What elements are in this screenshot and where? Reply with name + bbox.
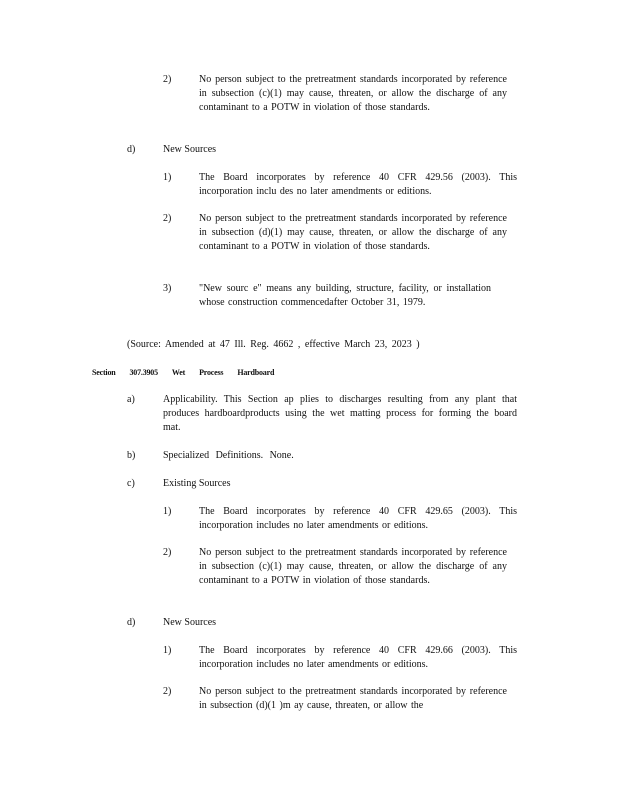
item-number: 2) [163,547,172,558]
paragraph: No person subject to the pretreatment standards incorporated by reference in subsection (c)(1) may cause, threaten, or allow the discharge of any contaminant to a POTW in violation of those standards. [199,547,507,586]
item-number: 2) [163,686,172,697]
item-number: 1) [163,506,172,517]
subsection-title: New Sources [163,617,217,628]
paragraph: No person subject to the pretreatment standards incorporated by reference in subsection (d)(1) may cause, threaten, or allow the discharge of any contaminant to a POTW in violation of those standards. [199,213,507,252]
paragraph: Specialized Definitions. None. [163,450,294,461]
subsection-label: d) [127,617,136,628]
source-note: (Source: Amended at 47 Ill. Reg. 4662 , effective March 23, 2023 ) [127,339,420,350]
paragraph: The Board incorporates by reference 40 CFR 429.66 (2003). This incorporation includes no later amendments or editions. [199,645,517,670]
paragraph: "New sourc e" means any building, structure, facility, or installation whose construction commencedafter October 31, 1979. [199,283,491,308]
subsection-label: c) [127,478,135,489]
item-number: 1) [163,172,172,183]
section-title-word: Wet [171,368,186,377]
item-number: 1) [163,645,172,656]
subsection-label: a) [127,394,135,405]
section-number: 307.3905 [129,368,158,377]
subsection-label: d) [127,144,136,155]
subsection-label: b) [127,450,136,461]
paragraph: The Board incorporates by reference 40 CFR 429.56 (2003). This incorporation inclu des no later amendments or editions. [199,172,517,197]
subsection-title: New Sources [163,144,217,155]
section-heading [92,367,288,379]
section-label: Section [92,368,116,377]
subsection-title: Existing Sources [163,478,231,489]
paragraph: No person subject to the pretreatment standards incorporated by reference in subsection (d)(1 )m ay cause, threaten, or allow the [199,686,507,711]
item-number: 2) [163,213,172,224]
paragraph: Applicability. This Section ap plies to discharges resulting from any plant that produces hardboardproducts using the wet matting process for forming the board mat. [163,394,517,433]
section-title-word: Hardboard [237,368,275,377]
section-title-word: Process [199,368,224,377]
item-number: 2) [163,74,172,85]
paragraph: The Board incorporates by reference 40 CFR 429.65 (2003). This incorporation includes no later amendments or editions. [199,506,517,531]
paragraph: No person subject to the pretreatment standards incorporated by reference in subsection (c)(1) may cause, threaten, or allow the discharge of any contaminant to a POTW in violation of those standards. [199,74,507,113]
item-number: 3) [163,283,172,294]
